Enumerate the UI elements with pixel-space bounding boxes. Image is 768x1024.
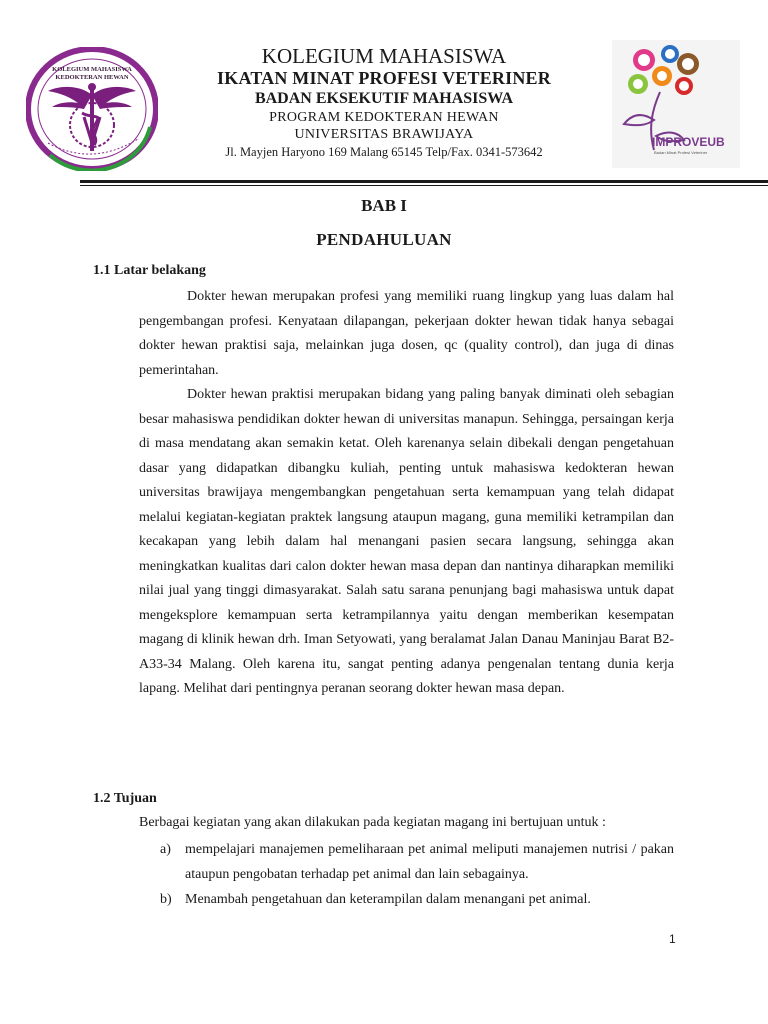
list-marker: a): [160, 842, 171, 857]
letterhead-rule-thick: [80, 180, 768, 183]
paragraph-1-text: Dokter hewan merupakan profesi yang memiliki ruang lingkup yang luas dalam hal pengembangan profesi. Kenyataan dilapangan, pekerjaan dokter hewan tidak hanya sebagai dokter hewan praktisi saja, melainkan juga dosen, qc (quality control), dan juga di dinas pemerintahan.: [139, 289, 674, 378]
list-item-text: mempelajari manajemen pemeliharaan pet animal meliputi manajemen nutrisi / pakan ataupun pengobatan terhadap pet animal dan lain sebagainya.: [185, 842, 674, 882]
letterhead-rule-thin: [80, 185, 768, 186]
list-item: [160, 837, 674, 887]
letterhead-line-4: PROGRAM KEDOKTERAN HEWAN: [269, 110, 499, 125]
logo-right-brand: IMPROVEUB: [652, 135, 725, 149]
letterhead-line-2: IKATAN MINAT PROFESI VETERINER: [217, 68, 551, 88]
chapter-title: PENDAHULUAN: [316, 230, 452, 249]
flower-icon: [612, 40, 740, 168]
list-item: [160, 887, 674, 912]
letterhead-address: Jl. Mayjen Haryono 169 Malang 65145 Telp/Fax. 0341-573642: [225, 145, 543, 159]
letterhead-line-3: BADAN EKSEKUTIF MAHASISWA: [254, 90, 514, 107]
tujuan-intro: Berbagai kegiatan yang akan dilakukan pada kegiatan magang ini bertujuan untuk :: [139, 815, 606, 830]
improve-ub-logo: [612, 40, 740, 168]
paragraph-2: [139, 383, 674, 702]
page-number: 1: [669, 932, 676, 946]
list-marker: b): [160, 892, 172, 907]
letterhead-line-5: UNIVERSITAS BRAWIJAYA: [294, 127, 474, 142]
section-heading-latar-belakang: 1.1 Latar belakang: [93, 263, 206, 278]
paragraph-1: [139, 285, 674, 383]
letterhead: [160, 44, 608, 161]
logo-left-text-1: KOLEGIUM MAHASISWA: [52, 66, 132, 73]
caduceus-icon: [26, 47, 158, 171]
kolegium-logo: [26, 47, 158, 171]
list-item-text: Menambah pengetahuan dan keterampilan dalam menangani pet animal.: [185, 892, 591, 907]
letterhead-line-1: KOLEGIUM MAHASISWA: [261, 44, 507, 68]
chapter-number: BAB I: [361, 196, 407, 215]
logo-left-text-2: KEDOKTERAN HEWAN: [55, 74, 129, 81]
paragraph-2-text: Dokter hewan praktisi merupakan bidang yang paling banyak diminati oleh sebagian besar mahasiswa pendidikan dokter hewan di universitas manapun. Sehingga, persaingan kerja di masa mendatang akan semakin ketat. Oleh karenanya selain dibekali dengan pengetahuan dasar yang didapatkan dibangku kuliah, penting untuk mahasiswa kedokteran hewan universitas brawijaya mengembangkan pengetahuan serta kemampuan yang telah didapat melalui kegiatan-kegiatan praktek langsung ataupun magang, guna memiliki ketrampilan dan kecakapan yang lebih dalam hal menangani pasien secara langsung, sehingga akan meningkatkan kualitas dari calon dokter hewan masa depan dan nantinya diharapkan memiliki nilai jual yang tinggi dimasyarakat. Salah satu sarana penunjang bagi mahasiswa untuk dapat mengeksplore kemampuan serta ketrampilannya yaitu dengan memberikan kesempatan magang di klinik hewan drh. Iman Setyowati, yang beralamat Jalan Danau Maninjau Barat B2-A33-34 Malang. Oleh karena itu, sangat penting adanya pengenalan tentang dunia kerja lapang. Melihat dari pentingnya peranan seorang dokter hewan masa depan.: [139, 387, 674, 696]
logo-right-tagline: Badan Minat Profesi Veteriner: [654, 150, 708, 155]
section-heading-tujuan: 1.2 Tujuan: [93, 791, 157, 806]
